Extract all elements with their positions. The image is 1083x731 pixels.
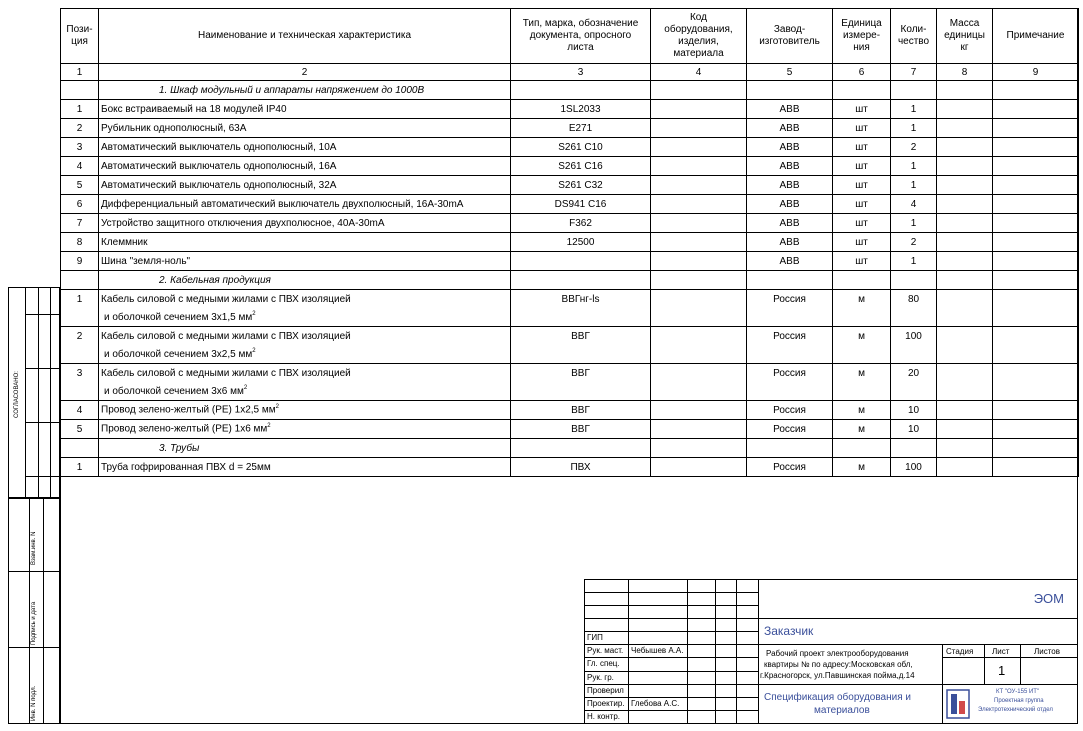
- row-qty: 1: [891, 252, 937, 271]
- row-qty: 1: [891, 176, 937, 195]
- row-unit: шт: [833, 252, 891, 271]
- row-unit: м: [833, 420, 891, 439]
- section-row: [61, 81, 1079, 100]
- replacement-stamp: [8, 498, 60, 724]
- row-type: S261 C16: [511, 157, 651, 176]
- row-name-continued: и оболочкой сечением 3х6 $мм^2$: [99, 382, 511, 401]
- row-name-continued: и оболочкой сечением 3х2,5 $мм^2$: [99, 345, 511, 364]
- stage-label: Стадия: [946, 647, 974, 656]
- header-unit: Единица измере- ния: [833, 9, 891, 64]
- row-position: 9: [61, 252, 99, 271]
- title-block: [584, 579, 1078, 724]
- table-row: [61, 327, 1079, 346]
- row-qty: 10: [891, 401, 937, 420]
- row-type: S261 C10: [511, 138, 651, 157]
- header-name: Наименование и техническая характеристика: [99, 9, 511, 64]
- header-maker: Завод- изготовитель: [747, 9, 833, 64]
- table-row: [61, 119, 1079, 138]
- row-type: 12500: [511, 233, 651, 252]
- row-type: S261 C32: [511, 176, 651, 195]
- row-position: 4: [61, 401, 99, 420]
- row-unit: м: [833, 401, 891, 420]
- role-designer: Проектир.: [587, 699, 625, 708]
- replacement-inv-label: Взам.инв. N: [31, 531, 37, 565]
- table-row: [61, 195, 1079, 214]
- row-type: 1SL2033: [511, 100, 651, 119]
- row-maker: Россия: [747, 458, 833, 477]
- row-qty: 20: [891, 364, 937, 383]
- section-row: [61, 271, 1079, 290]
- project-address-2: г.Красногорск, ул.Павшинская пойма,д.14: [760, 671, 915, 680]
- table-row: [61, 100, 1079, 119]
- table-row: [61, 364, 1079, 383]
- row-maker: ABB: [747, 157, 833, 176]
- row-position: 2: [61, 327, 99, 346]
- row-name: Клеммник: [99, 233, 511, 252]
- table-row: [61, 401, 1079, 420]
- header-pos: Пози- ция: [61, 9, 99, 64]
- row-position: 5: [61, 176, 99, 195]
- company-logo-icon: [946, 689, 970, 719]
- row-maker: ABB: [747, 176, 833, 195]
- row-position: 6: [61, 195, 99, 214]
- row-type: ПВХ: [511, 458, 651, 477]
- row-unit: шт: [833, 195, 891, 214]
- col-num: 9: [993, 64, 1079, 81]
- row-qty: 2: [891, 138, 937, 157]
- row-name: Труба гофрированная ПВХ d = 25мм: [99, 458, 511, 477]
- role-gip: ГИП: [587, 633, 603, 642]
- row-type: ВВГнг-ls: [511, 290, 651, 309]
- row-qty: 2: [891, 233, 937, 252]
- table-row-continued: [61, 345, 1079, 364]
- row-maker: ABB: [747, 119, 833, 138]
- column-number-row: [61, 64, 1079, 81]
- col-num: 2: [99, 64, 511, 81]
- row-position: 3: [61, 364, 99, 383]
- specification-table: [60, 8, 1079, 477]
- row-unit: шт: [833, 138, 891, 157]
- row-maker: Россия: [747, 364, 833, 383]
- row-name: Устройство защитного отключения двухполюсное, 40А-30mA: [99, 214, 511, 233]
- approval-stamp: [8, 287, 60, 498]
- sheet-number: 1: [998, 663, 1006, 678]
- row-unit: м: [833, 327, 891, 346]
- role-norm-control: Н. контр.: [587, 712, 621, 721]
- row-type: E271: [511, 119, 651, 138]
- row-position: 4: [61, 157, 99, 176]
- table-row: [61, 420, 1079, 439]
- row-name: Автоматический выключатель однополюсный, 32А: [99, 176, 511, 195]
- row-name: Дифференциальный автоматический выключатель двухполюсный, 16А-30mA: [99, 195, 511, 214]
- row-unit: шт: [833, 214, 891, 233]
- role-ruk-mast: Рук. маст.: [587, 646, 624, 655]
- row-qty: 100: [891, 458, 937, 477]
- row-maker: Россия: [747, 290, 833, 309]
- table-row: [61, 458, 1079, 477]
- project-title: Рабочий проект электрооборудования: [766, 649, 909, 658]
- section-title: 1. Шкаф модульный и аппараты напряжением до 1000В: [99, 81, 511, 100]
- col-num: 5: [747, 64, 833, 81]
- row-name: Кабель силовой с медными жилами с ПВХ изоляцией: [99, 290, 511, 309]
- row-qty: 10: [891, 420, 937, 439]
- table-row-continued: [61, 382, 1079, 401]
- name-ruk-mast: Чебышев А.А.: [631, 646, 684, 655]
- col-num: 8: [937, 64, 993, 81]
- row-position: 2: [61, 119, 99, 138]
- col-num: 7: [891, 64, 937, 81]
- row-qty: 1: [891, 214, 937, 233]
- project-address-1: квартиры № по адресу:Московская обл,: [764, 660, 913, 669]
- col-num: 6: [833, 64, 891, 81]
- row-type: ВВГ: [511, 364, 651, 383]
- col-num: 1: [61, 64, 99, 81]
- col-num: 3: [511, 64, 651, 81]
- table-header-row: [61, 9, 1079, 64]
- row-qty: 80: [891, 290, 937, 309]
- table-row: [61, 233, 1079, 252]
- row-unit: шт: [833, 233, 891, 252]
- role-checked: Проверил: [587, 686, 624, 695]
- section-title: 3. Трубы: [99, 439, 511, 458]
- row-unit: м: [833, 290, 891, 309]
- customer-label: Заказчик: [764, 624, 814, 638]
- role-ruk-gr: Рук. гр.: [587, 673, 614, 682]
- row-qty: 1: [891, 157, 937, 176]
- sheet-label: Лист: [992, 647, 1010, 656]
- row-name: Шина "земля-ноль": [99, 252, 511, 271]
- row-unit: шт: [833, 157, 891, 176]
- section-code: ЭОМ: [1033, 591, 1064, 606]
- row-name: Провод зелено-желтый (PE) 1х6 $мм^2$: [99, 420, 511, 439]
- row-position: 1: [61, 100, 99, 119]
- row-unit: шт: [833, 119, 891, 138]
- row-unit: м: [833, 458, 891, 477]
- row-type: ВВГ: [511, 327, 651, 346]
- section-row: [61, 439, 1079, 458]
- row-maker: ABB: [747, 233, 833, 252]
- row-qty: 1: [891, 100, 937, 119]
- row-maker: ABB: [747, 252, 833, 271]
- row-maker: ABB: [747, 214, 833, 233]
- signature-date-label: Подпись и дата: [31, 601, 37, 645]
- row-position: 3: [61, 138, 99, 157]
- row-position: 1: [61, 458, 99, 477]
- row-position: 1: [61, 290, 99, 309]
- row-type: F362: [511, 214, 651, 233]
- header-qty: Коли- чество: [891, 9, 937, 64]
- row-type: ВВГ: [511, 401, 651, 420]
- sheets-label: Листов: [1034, 647, 1060, 656]
- table-row: [61, 157, 1079, 176]
- table-row: [61, 214, 1079, 233]
- row-type: [511, 252, 651, 271]
- row-position: 8: [61, 233, 99, 252]
- table-row: [61, 290, 1079, 309]
- row-unit: шт: [833, 176, 891, 195]
- row-name: Рубильник однополюсный, 63А: [99, 119, 511, 138]
- row-name-continued: и оболочкой сечением 3х1,5 $мм^2$: [99, 308, 511, 327]
- row-qty: 4: [891, 195, 937, 214]
- section-title: 2. Кабельная продукция: [99, 271, 511, 290]
- row-unit: шт: [833, 100, 891, 119]
- approved-label: СОГЛАСОВАНО:: [14, 371, 20, 418]
- header-code: Код оборудования, изделия, материала: [651, 9, 747, 64]
- row-maker: ABB: [747, 138, 833, 157]
- table-row: [61, 138, 1079, 157]
- org-line-3: Электротехнический отдел: [978, 707, 1053, 713]
- row-name: Провод зелено-желтый (PE) 1х2,5 $мм^2$: [99, 401, 511, 420]
- table-row: [61, 176, 1079, 195]
- col-num: 4: [651, 64, 747, 81]
- row-qty: 100: [891, 327, 937, 346]
- row-type: ВВГ: [511, 420, 651, 439]
- row-maker: Россия: [747, 401, 833, 420]
- row-unit: м: [833, 364, 891, 383]
- header-note: Примечание: [993, 9, 1079, 64]
- row-type: DS941 C16: [511, 195, 651, 214]
- row-maker: ABB: [747, 195, 833, 214]
- row-maker: Россия: [747, 327, 833, 346]
- row-position: 5: [61, 420, 99, 439]
- row-name: Кабель силовой с медными жилами с ПВХ изоляцией: [99, 327, 511, 346]
- header-type: Тип, марка, обозначение документа, опросного листа: [511, 9, 651, 64]
- row-name: Кабель силовой с медными жилами с ПВХ изоляцией: [99, 364, 511, 383]
- doc-title-2: материалов: [814, 705, 870, 716]
- original-inv-label: Инв. N подл.: [31, 685, 37, 721]
- doc-title-1: Спецификация оборудования и: [764, 692, 912, 703]
- row-qty: 1: [891, 119, 937, 138]
- org-line-2: Проектная группа: [994, 698, 1044, 704]
- row-name: Автоматический выключатель однополюсный, 16А: [99, 157, 511, 176]
- row-name: Бокс встраиваемый на 18 модулей IP40: [99, 100, 511, 119]
- header-mass: Масса единицы кг: [937, 9, 993, 64]
- table-row-continued: [61, 308, 1079, 327]
- role-gl-spec: Гл. спец.: [587, 659, 620, 668]
- row-maker: Россия: [747, 420, 833, 439]
- table-row: [61, 252, 1079, 271]
- row-name: Автоматический выключатель однополюсный, 10А: [99, 138, 511, 157]
- row-maker: ABB: [747, 100, 833, 119]
- org-line-1: КТ "ОУ-155 ИТ": [996, 689, 1040, 695]
- row-position: 7: [61, 214, 99, 233]
- name-designer: Глебова А.С.: [631, 699, 680, 708]
